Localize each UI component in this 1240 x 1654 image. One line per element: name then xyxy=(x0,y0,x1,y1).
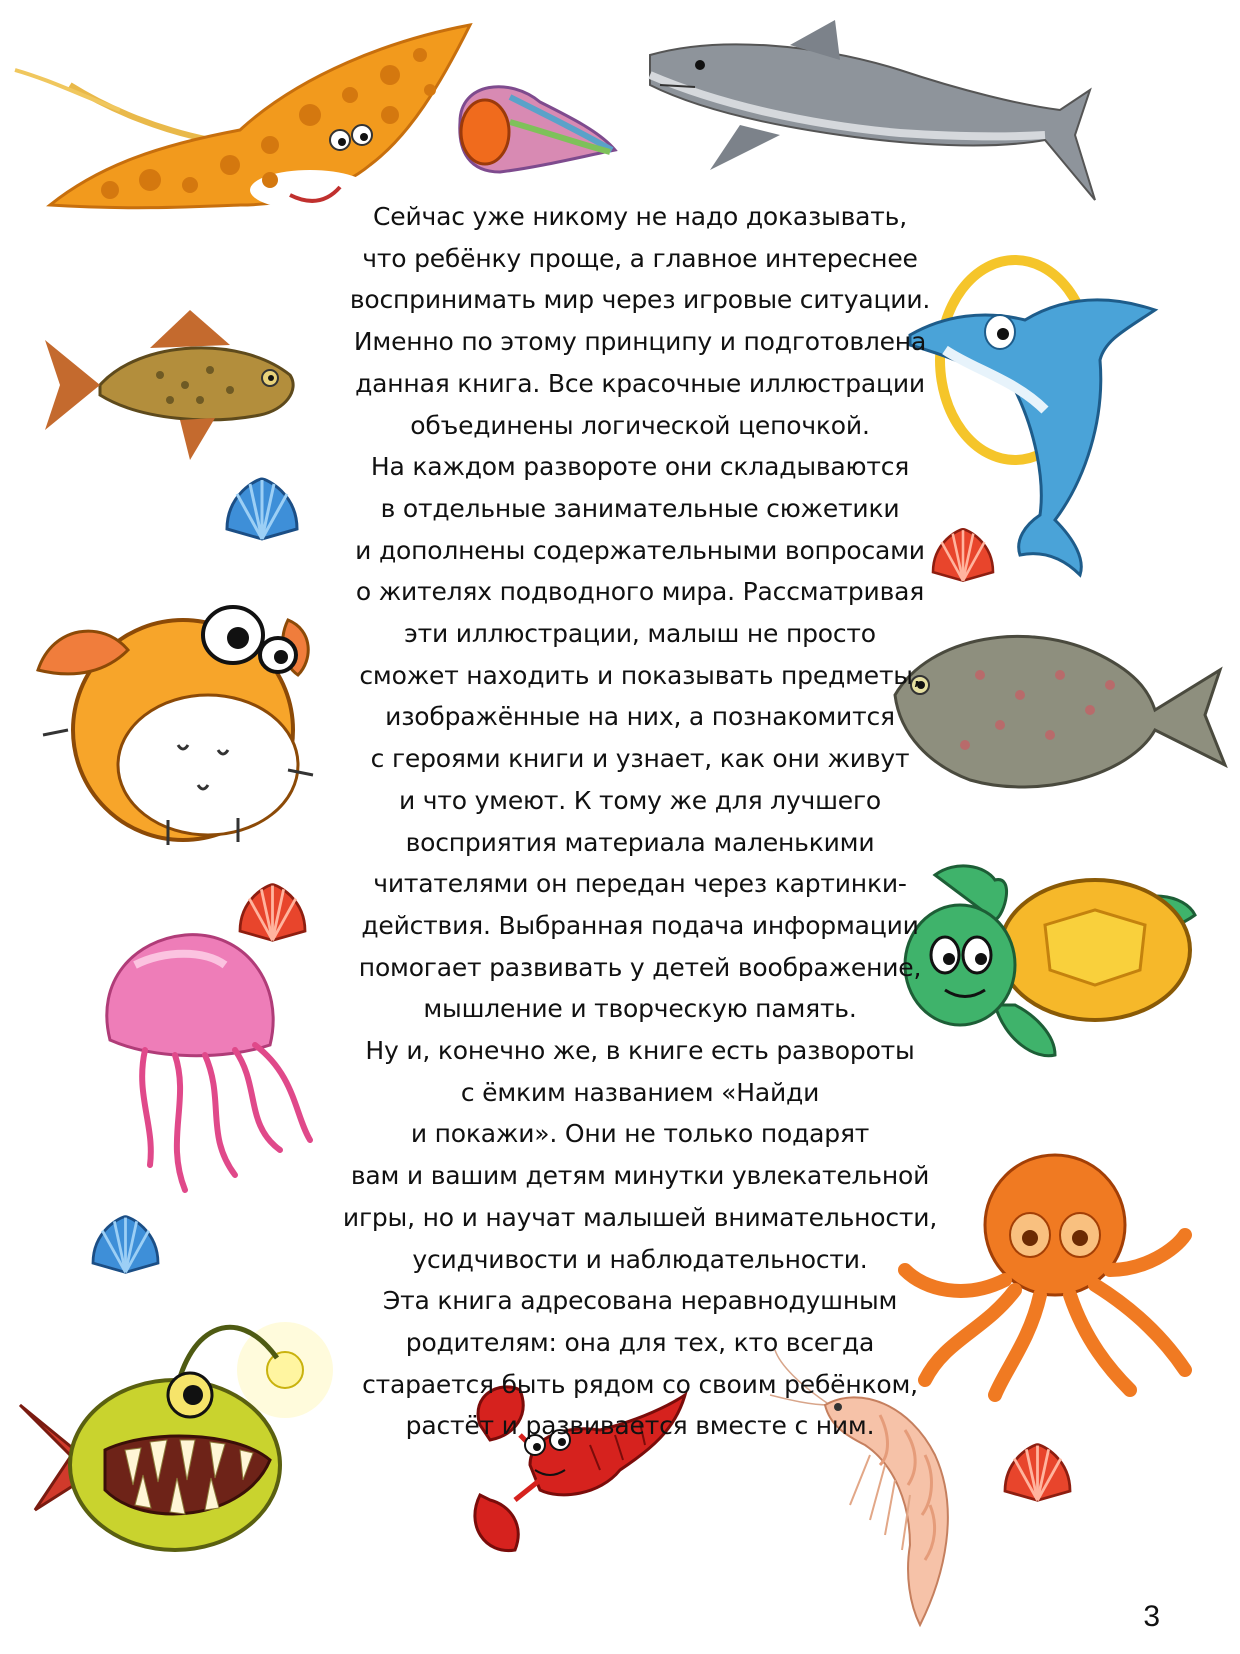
intro-line: что ребёнку проще, а главное интереснее xyxy=(362,243,918,273)
intro-line: сможет находить и показывать предметы, xyxy=(359,660,921,690)
intro-line: с героями книги и узнает, как они живут xyxy=(370,744,910,774)
jellyfish-illustration xyxy=(95,925,325,1200)
conch-shell-illustration xyxy=(440,72,620,182)
intro-line: растёт и развивается вместе с ним. xyxy=(405,1411,875,1441)
intro-line: Сейчас уже никому не надо доказывать, xyxy=(373,202,907,231)
intro-line: восприятия материала маленькими xyxy=(405,827,875,857)
intro-line: в отдельные занимательные сюжетики xyxy=(380,493,900,523)
intro-text xyxy=(330,196,950,1447)
scallop-shell-blue-1 xyxy=(222,474,302,544)
intro-line: и покажи». Они не только подарят xyxy=(410,1119,870,1149)
intro-line: действия. Выбранная подача информации xyxy=(361,910,919,940)
intro-line: с ёмким названием «Найди xyxy=(460,1077,820,1107)
shark-illustration xyxy=(640,15,1100,205)
intro-line: усидчивости и наблюдательности. xyxy=(412,1244,868,1274)
intro-line: мышление и творческую память. xyxy=(423,994,857,1024)
intro-line: Ну и, конечно же, в книге есть развороты xyxy=(365,1036,915,1066)
intro-line: и что умеют. К тому же для лучшего xyxy=(399,785,881,815)
intro-line: помогает развивать у детей воображение, xyxy=(358,952,922,982)
carp-fish-illustration xyxy=(40,300,310,465)
intro-line: и дополнены содержательными вопросами xyxy=(355,535,925,565)
intro-line: Эта книга адресована неравнодушным xyxy=(382,1286,898,1316)
intro-line: данная книга. Все красочные иллюстрации xyxy=(355,368,925,398)
scallop-shell-blue-2 xyxy=(88,1212,163,1277)
intro-line: читателями он передан через картинки- xyxy=(373,869,907,899)
intro-line: родителям: она для тех, кто всегда xyxy=(405,1327,875,1357)
intro-line: изображённые на них, а познакомится xyxy=(385,702,895,732)
page-number: 3 xyxy=(1143,1600,1160,1633)
intro-line: воспринимать мир через игровые ситуации. xyxy=(349,285,931,315)
intro-line: объединены логической цепочкой. xyxy=(410,410,870,440)
intro-line: На каждом развороте они складываются xyxy=(370,452,910,482)
stingray-illustration xyxy=(10,15,480,215)
intro-line: эти иллюстрации, малыш не просто xyxy=(404,619,876,649)
anglerfish-illustration xyxy=(15,1290,345,1560)
intro-line: игры, но и научат малышей внимательности, xyxy=(342,1202,938,1232)
intro-line: о жителях подводного мира. Рассматривая xyxy=(355,577,925,607)
intro-line: вам и вашим детям минутки увлекательной xyxy=(350,1161,930,1191)
intro-line: Именно по этому принципу и подготовлена xyxy=(353,327,927,357)
turtle-illustration xyxy=(905,855,1205,1065)
intro-line: старается быть рядом со своим ребёнком, xyxy=(362,1369,918,1399)
scallop-shell-red-3 xyxy=(1000,1440,1075,1505)
pufferfish-illustration xyxy=(28,580,318,850)
